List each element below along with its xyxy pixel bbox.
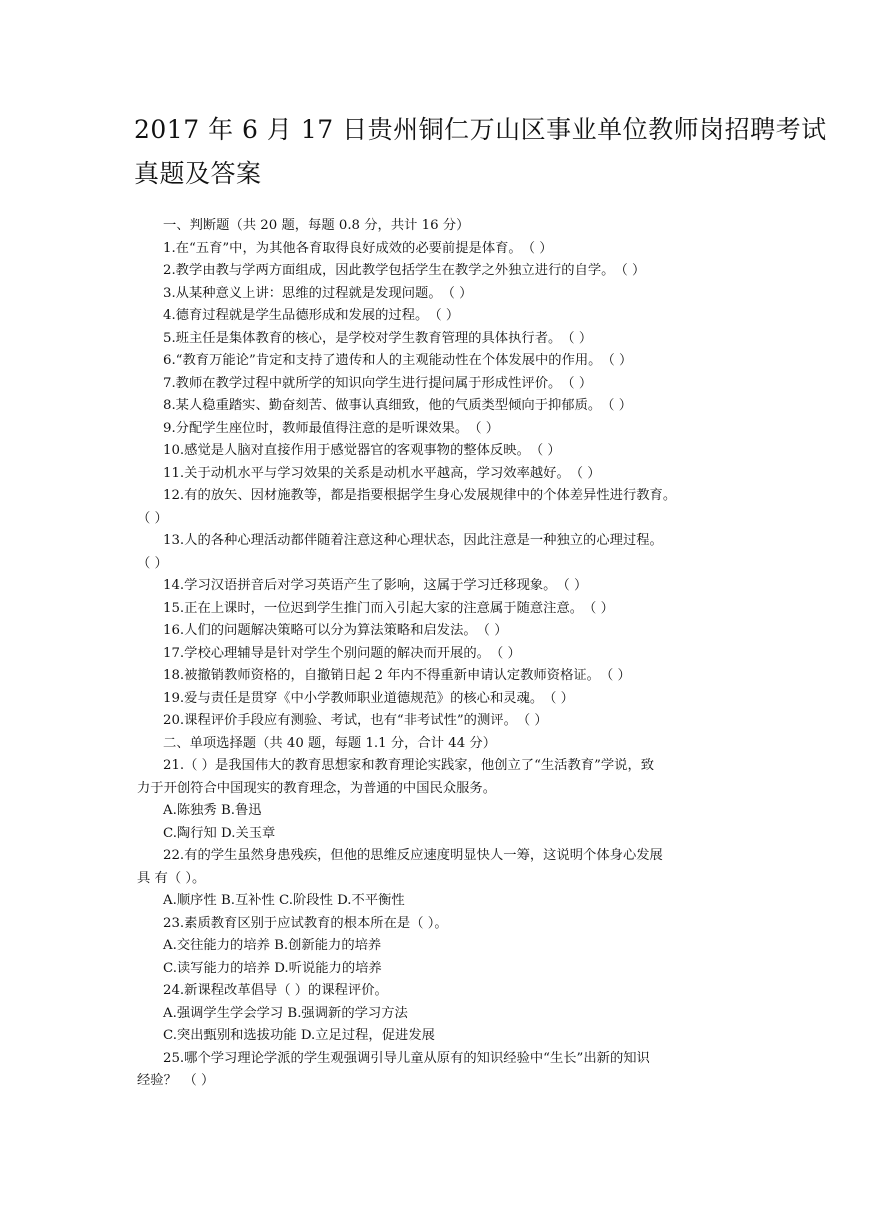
question-16: 16.人们的问题解决策略可以分为算法策略和启发法。 （ ）: [163, 623, 508, 638]
question-12: 12.有的放矢、因材施教等，都是指要根据学生身心发展规律中的个体差异性进行教育。: [163, 488, 677, 503]
question-25: 25.哪个学习理论学派的学生观强调引导儿童从原有的知识经验中“生长”出新的知识: [163, 1050, 650, 1066]
question-11: 11.关于动机水平与学习效果的关系是动机水平越高，学习效率越好。 （ ）: [163, 465, 601, 481]
question-19: 19.爱与责任是贯穿《中小学教师职业道德规范》的核心和灵魂。 （ ）: [163, 690, 574, 706]
title-line-1: 2017 年 6 月 17 日贵州铜仁万山区事业单位教师岗招聘考试: [134, 115, 827, 144]
question-10: 10.感觉是人脑对直接作用于感觉器官的客观事物的整体反映。 （ ）: [163, 443, 561, 458]
question-23-options-2: C.读写能力的培养 D.听说能力的培养: [163, 960, 382, 976]
question-23-options-1: A.交往能力的培养 B.创新能力的培养: [163, 938, 382, 953]
question-13: 13.人的各种心理活动都伴随着注意这种心理状态，因此注意是一种独立的心理过程。: [163, 533, 663, 548]
question-9: 9.分配学生座位时，教师最值得注意的是听课效果。 （ ）: [163, 420, 500, 436]
question-22-options: A.顺序性 B.互补性 C.阶段性 D.不平衡性: [163, 893, 405, 908]
question-2: 2.教学由教与学两方面组成，因此教学包括学生在教学之外独立进行的自学。 （ ）: [163, 263, 646, 278]
question-8: 8.某人稳重踏实、勤奋刻苦、做事认真细致，他的气质类型倾向于抑郁质。 （ ）: [163, 398, 633, 413]
question-21-options-1: A.陈独秀 B.鲁迅: [163, 803, 262, 818]
document-title: [134, 108, 827, 196]
question-22-cont: 具 有（ ）。: [137, 870, 206, 886]
question-25-cont: 经验？ （ ）: [137, 1073, 215, 1088]
question-6: 6.“教育万能论”肯定和支持了遗传和人的主观能动性在个体发展中的作用。 （ ）: [163, 353, 633, 368]
question-20: 20.课程评价手段应有测验、考试，也有“非考试性”的测评。 （ ）: [163, 713, 548, 728]
question-22: 22.有的学生虽然身患残疾，但他的思维反应速度明显快人一筹，这说明个体身心发展: [163, 848, 663, 863]
title-line-2: 真题及答案: [134, 159, 262, 188]
question-21-cont: 力于开创符合中国现实的教育理念，为普通的中国民众服务。: [137, 780, 497, 796]
question-21-options-2: C.陶行知 D.关玉章: [163, 825, 276, 841]
question-12-cont: （ ）: [137, 510, 168, 526]
question-1: 1.在“五育”中，为其他各育取得良好成效的必要前提是体育。 （ ）: [163, 240, 553, 256]
question-17: 17.学校心理辅导是针对学生个别问题的解决而开展的。 （ ）: [163, 645, 521, 661]
question-7: 7.教师在教学过程中就所学的知识向学生进行提问属于形成性评价。 （ ）: [163, 375, 593, 391]
question-24: 24.新课程改革倡导（ ）的课程评价。: [163, 983, 388, 998]
question-5: 5.班主任是集体教育的核心，是学校对学生教育管理的具体执行者。 （ ）: [163, 330, 593, 346]
question-15: 15.正在上课时，一位迟到学生推门而入引起大家的注意属于随意注意。 （ ）: [163, 600, 614, 616]
question-3: 3.从某种意义上讲：思维的过程就是发现问题。 （ ）: [163, 285, 473, 301]
question-4: 4.德育过程就是学生品德形成和发展的过程。 （ ）: [163, 308, 460, 323]
question-24-options-1: A.强调学生学会学习 B.强调新的学习方法: [163, 1005, 408, 1021]
question-23: 23.素质教育区别于应试教育的根本所在是（ ）。: [163, 915, 448, 931]
section-2-heading: 二、单项选择题（共 40 题，每题 1.1 分，合计 44 分）: [163, 735, 496, 751]
question-24-options-2: C.突出甄别和选拔功能 D.立足过程，促进发展: [163, 1028, 435, 1043]
question-13-cont: （ ）: [137, 555, 168, 571]
section-1-heading: 一、判断题（共 20 题，每题 0.8 分，共计 16 分）: [163, 218, 470, 233]
question-18: 18.被撤销教师资格的，自撤销日起 2 年内不得重新申请认定教师资格证。 （ ）: [163, 668, 631, 683]
question-21: 21.（ ）是我国伟大的教育思想家和教育理论实践家，他创立了“生活教育”学说，致: [163, 758, 655, 773]
document-body: [137, 215, 737, 1093]
question-14: 14.学习汉语拼音后对学习英语产生了影响，这属于学习迁移现象。 （ ）: [163, 578, 588, 593]
